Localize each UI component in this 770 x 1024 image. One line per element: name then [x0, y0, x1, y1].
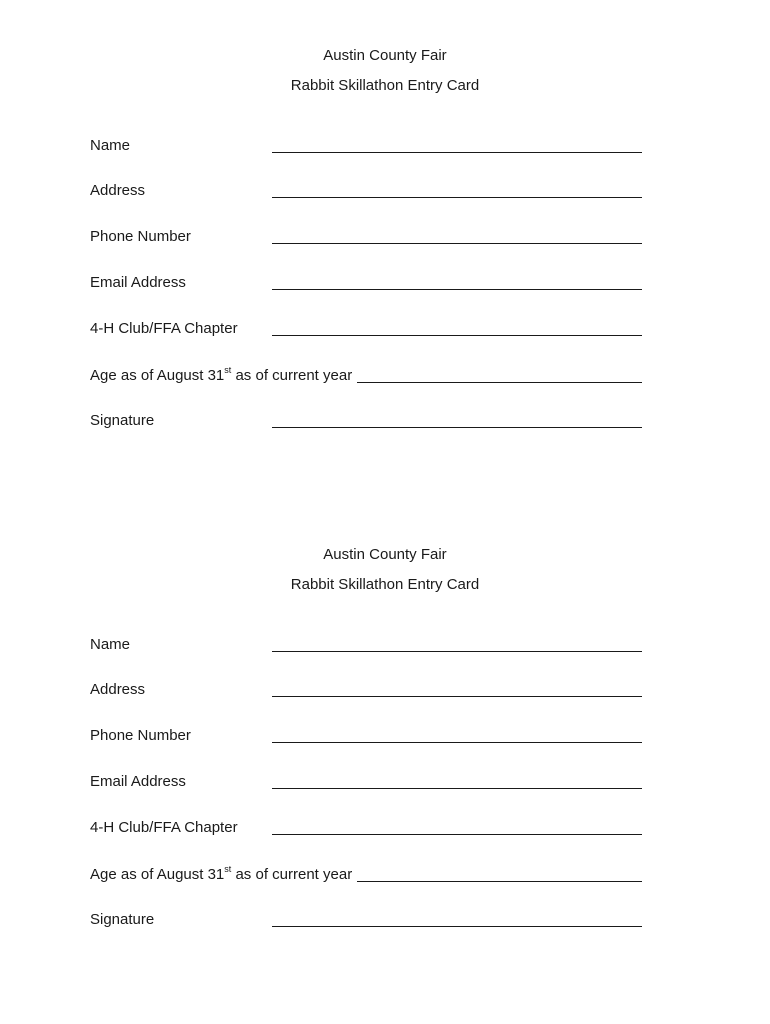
signature-blank-line[interactable]	[272, 427, 642, 428]
age-label-suffix: as of current year	[231, 367, 353, 384]
address-field-row	[90, 681, 642, 703]
name-blank-line[interactable]	[272, 152, 642, 153]
address-label: Address	[90, 681, 146, 698]
age-blank-line[interactable]	[357, 382, 642, 383]
email-blank-line[interactable]	[272, 289, 642, 290]
address-blank-line[interactable]	[272, 197, 642, 198]
club-blank-line[interactable]	[272, 834, 642, 835]
card-subtitle: Rabbit Skillathon Entry Card	[290, 576, 480, 593]
signature-label: Signature	[90, 412, 155, 429]
phone-field-row	[90, 727, 642, 749]
age-blank-line[interactable]	[357, 881, 642, 882]
signature-blank-line[interactable]	[272, 926, 642, 927]
signature-label: Signature	[90, 911, 155, 928]
name-label: Name	[90, 137, 131, 154]
address-label: Address	[90, 182, 146, 199]
age-label	[90, 367, 352, 385]
email-label: Email Address	[90, 773, 186, 790]
card-subtitle: Rabbit Skillathon Entry Card	[290, 77, 480, 94]
club-blank-line[interactable]	[272, 335, 642, 336]
address-field-row	[90, 182, 642, 204]
email-blank-line[interactable]	[272, 788, 642, 789]
phone-field-row	[90, 228, 642, 250]
signature-field-row	[90, 412, 642, 434]
email-label: Email Address	[90, 274, 186, 291]
name-field-row	[90, 636, 642, 658]
age-label-suffix: as of current year	[231, 866, 353, 883]
name-field-row	[90, 137, 642, 159]
club-field-row	[90, 320, 642, 342]
card-title: Austin County Fair	[323, 47, 447, 64]
phone-blank-line[interactable]	[272, 742, 642, 743]
age-label-ordinal: st	[224, 864, 232, 874]
phone-blank-line[interactable]	[272, 243, 642, 244]
phone-label: Phone Number	[90, 727, 191, 744]
address-blank-line[interactable]	[272, 696, 642, 697]
signature-field-row	[90, 911, 642, 933]
club-label: 4-H Club/FFA Chapter	[90, 320, 238, 337]
name-blank-line[interactable]	[272, 651, 642, 652]
name-label: Name	[90, 636, 131, 653]
club-field-row	[90, 819, 642, 841]
age-label-prefix: Age as of August 31	[90, 367, 225, 384]
age-label-ordinal: st	[224, 365, 232, 375]
age-field-row	[90, 367, 642, 389]
email-field-row	[90, 274, 642, 296]
card-title: Austin County Fair	[323, 546, 447, 563]
age-label	[90, 866, 352, 884]
age-label-prefix: Age as of August 31	[90, 866, 225, 883]
club-label: 4-H Club/FFA Chapter	[90, 819, 238, 836]
email-field-row	[90, 773, 642, 795]
phone-label: Phone Number	[90, 228, 191, 245]
age-field-row	[90, 866, 642, 888]
